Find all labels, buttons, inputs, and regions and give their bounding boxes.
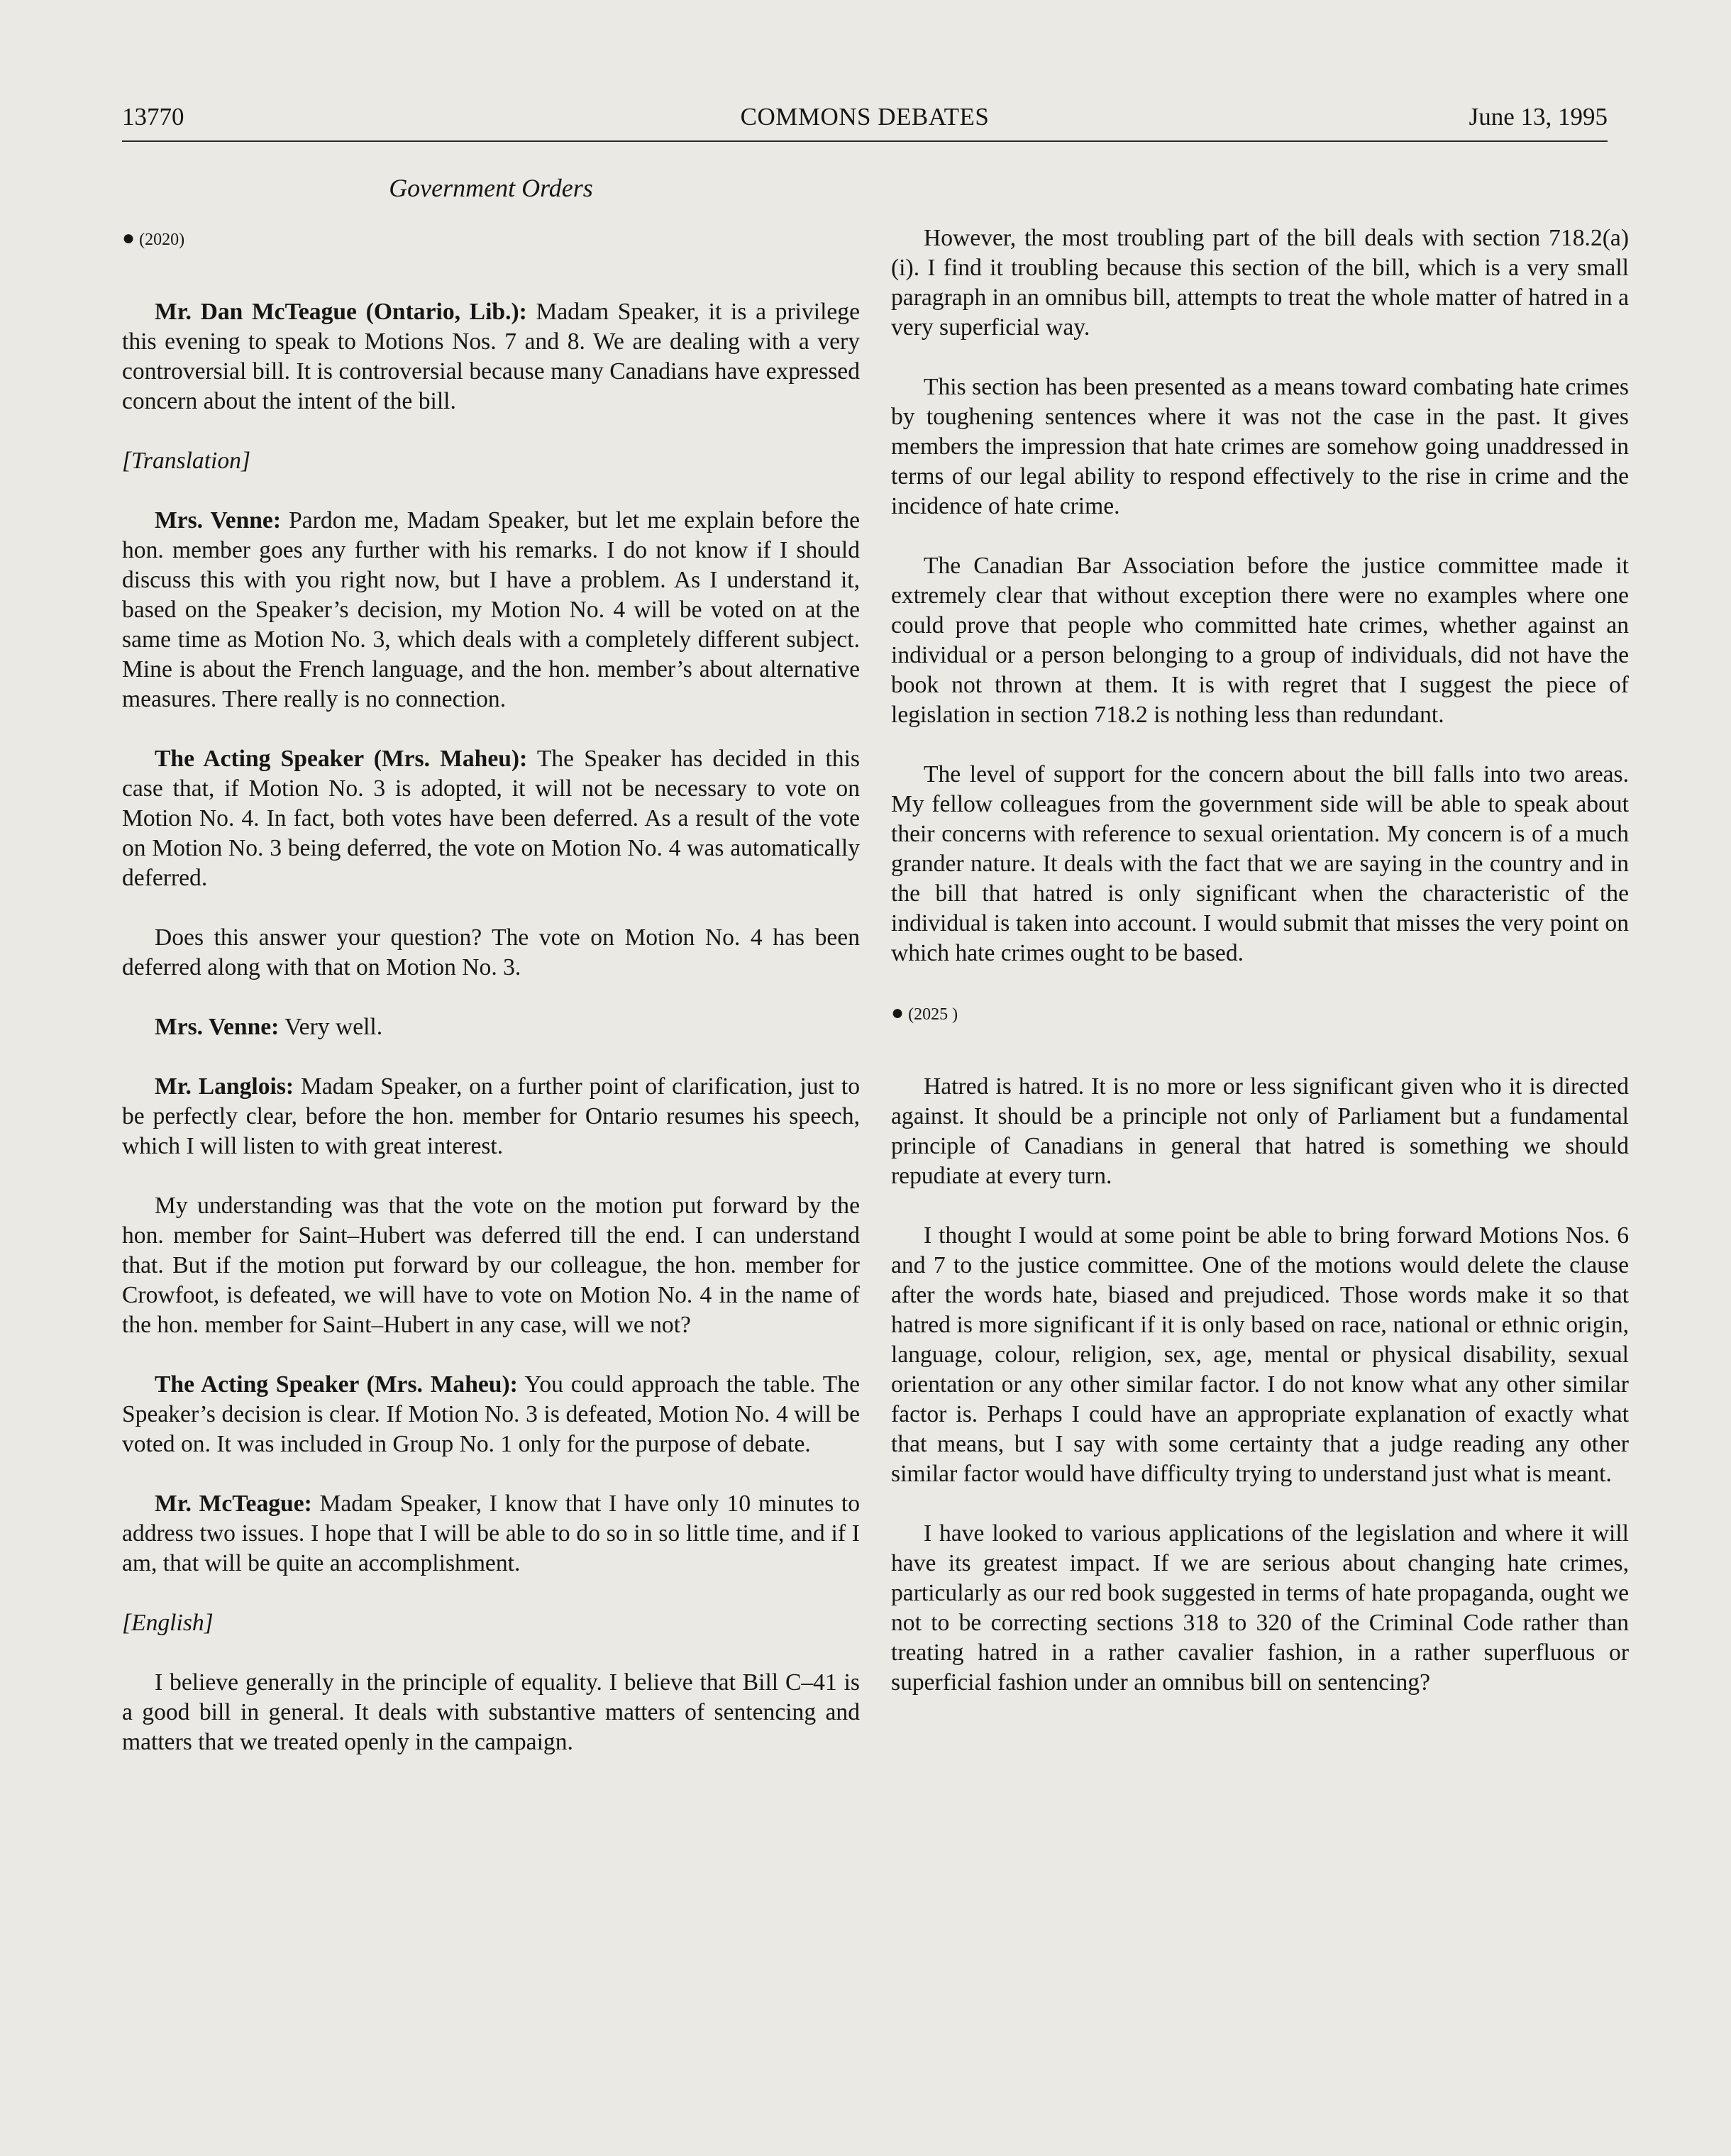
speech-text: Madam Speaker, I know that I have only 10 minutes to address two issues. I hope that I will be able to do so in so little time, and if I am, that will be quite an accomplishment. <box>122 1491 861 1576</box>
speech-text: Does this answer your question? The vote on Motion No. 4 has been deferred along with that on Motion No. 3. <box>122 924 860 980</box>
speech-text: You could approach the table. The Speaker’s decision is clear. If Motion No. 3 is defeated, Motion No. 4 will be voted on. It was included in Group No. 1 only for the purpose of debate. <box>122 1371 860 1457</box>
speaker-name: Mrs. Venne: <box>155 507 282 534</box>
paragraph <box>891 1221 1629 1489</box>
speech-text: This section has been presented as a means toward combating hate crimes by toughening sentences where it was not the case in the past. It gives members the impression that hate crimes are somehow going unaddressed in terms of our legal ability to respond effectively to the rise in crime and the incidence of hate crime. <box>891 374 1629 519</box>
paragraph <box>122 1191 860 1340</box>
speech-text: The Speaker has decided in this case that, if Motion No. 3 is adopted, it will not be necessary to vote on Motion No. 4. In fact, both votes have been deferred. As a result of the vote on Motion No. 3 being deferred, the vote on Motion No. 4 was automatically deferred. <box>122 746 860 891</box>
paragraph <box>122 1668 860 1757</box>
speech-text: Hatred is hatred. It is no more or less significant given who it is directed against. It should be a principle not only of Parliament but a fundamental principle of Canadians in general that hatred is something we should repudiate at every turn. <box>891 1073 1629 1189</box>
speaker-name: The Acting Speaker (Mrs. Maheu): <box>155 1371 518 1398</box>
right-column <box>891 223 1629 1698</box>
speech-text: I thought I would at some point be able to bring forward Motions Nos. 6 and 7 to the justice committee. One of the motions would delete the clause after the words hate, biased and prejudiced. Those words make it so that hatred is more significant if it is only based on race, national or ethnic origin, language, colour, religion, sex, age, mental or physical disability, sexual orientation or any other similar factor. I do not know what any other similar factor is. Perhaps I could have an appropriate explanation of exactly what that means, but I say with some certainty that a judge reading any other similar factor would have difficulty trying to understand just what is meant. <box>891 1222 1629 1487</box>
speaker-name: Mr. McTeague: <box>155 1491 312 1517</box>
paragraph <box>122 1370 860 1459</box>
speaker-name: The Acting Speaker (Mrs. Maheu): <box>155 746 528 772</box>
paragraph <box>891 551 1629 730</box>
page-number: 13770 <box>122 103 184 131</box>
paragraph <box>891 1519 1629 1698</box>
speech-text: I have looked to various applications of the legislation and where it will have its greatest impact. If we are serious about changing hate crimes, particularly as our red book suggested in terms of hate propaganda, ought we not to be correcting sections 318 to 320 of the Criminal Code rather than treating hatred in a rather cavalier fashion, in a rather superfluous or superficial fashion under an omnibus bill on sentencing? <box>891 1520 1629 1696</box>
speech-text: Madam Speaker, it is a privilege this evening to speak to Motions Nos. 7 and 8. We are dealing with a very controversial bill. It is controversial because many Canadians have expressed concern about the intent of the bill. <box>122 299 861 414</box>
bullet-icon: ● <box>122 226 136 250</box>
speaker-name: Mrs. Venne: <box>155 1014 280 1040</box>
speech-text: Pardon me, Madam Speaker, but let me explain before the hon. member goes any further with his remarks. I do not know if I should discuss this with you right now, but I have a problem. As I understand it, based on the Speaker’s decision, my Motion No. 4 will be voted on at the same time as Motion No. 3, which deals with a completely different subject. Mine is about the French language, and the hon. member’s about alternative measures. There really is no connection. <box>122 507 860 712</box>
left-column <box>122 223 860 1757</box>
header-rule <box>122 140 1608 142</box>
paragraph <box>122 1012 860 1042</box>
publication-title: COMMONS DEBATES <box>740 103 990 131</box>
english-note: [English] <box>122 1610 214 1636</box>
speaker-name: Mr. Dan McTeague (Ontario, Lib.): <box>155 299 527 325</box>
bullet-icon: ● <box>891 1001 905 1024</box>
paragraph <box>891 372 1629 521</box>
speech-text: The Canadian Bar Association before the justice committee made it extremely clear that without exception there were no examples where one could prove that people who committed hate crimes, whether against an individual or a person belonging to a group of individuals, did not have the book not thrown at them. It is with regret that I suggest the piece of legislation in section 718.2 is nothing less than redundant. <box>891 553 1629 728</box>
paragraph <box>122 506 860 714</box>
publication-date: June 13, 1995 <box>1469 103 1608 131</box>
section-title: Government Orders <box>389 174 593 202</box>
speech-text: My understanding was that the vote on the motion put forward by the hon. member for Saint–Hubert was deferred till the end. I can understand that. But if the motion put forward by our colleague, the hon. member for Crowfoot, is defeated, we will have to vote on Motion No. 4 in the name of the hon. member for Saint–Hubert in any case, will we not? <box>122 1193 860 1338</box>
speech-text: The level of support for the concern about the bill falls into two areas. My fellow colleagues from the government side will be able to speak about their concerns with reference to sexual orientation. My concern is of a much grander nature. It deals with the fact that we are saying in the country and in the bill that hatred is only significant when the characteristic of the individual is taken into account. I would submit that misses the very point on which hate crimes ought to be based. <box>891 761 1629 966</box>
paragraph <box>122 923 860 983</box>
translation-note: [Translation] <box>122 448 251 474</box>
speaker-name: Mr. Langlois: <box>155 1073 294 1100</box>
paragraph <box>891 223 1629 343</box>
paragraph <box>122 744 860 893</box>
paragraph <box>122 1072 860 1161</box>
paragraph <box>122 297 860 416</box>
timestamp <box>891 998 1629 1029</box>
paragraph <box>891 1072 1629 1191</box>
speech-text: Very well. <box>279 1014 383 1040</box>
timestamp-text: (2020) <box>139 231 185 249</box>
speech-text: However, the most troubling part of the bill deals with section 718.2(a)(i). I find it troubling because this section of the bill, which is a very small paragraph in an omnibus bill, attempts to treat the whole matter of hatred in a very superficial way. <box>891 225 1629 341</box>
paragraph <box>891 760 1629 968</box>
timestamp-text: (2025 ) <box>908 1005 958 1024</box>
page-header <box>122 99 1608 142</box>
speech-text: I believe generally in the principle of equality. I believe that Bill C–41 is a good bill in general. It deals with substantive matters of sentencing and matters that we treated openly in the campaign. <box>122 1669 860 1755</box>
paragraph <box>122 1489 860 1579</box>
speech-text: Madam Speaker, on a further point of clarification, just to be perfectly clear, before the hon. member for Ontario resumes his speech, which I will listen to with great interest. <box>122 1073 860 1159</box>
timestamp <box>122 223 860 255</box>
